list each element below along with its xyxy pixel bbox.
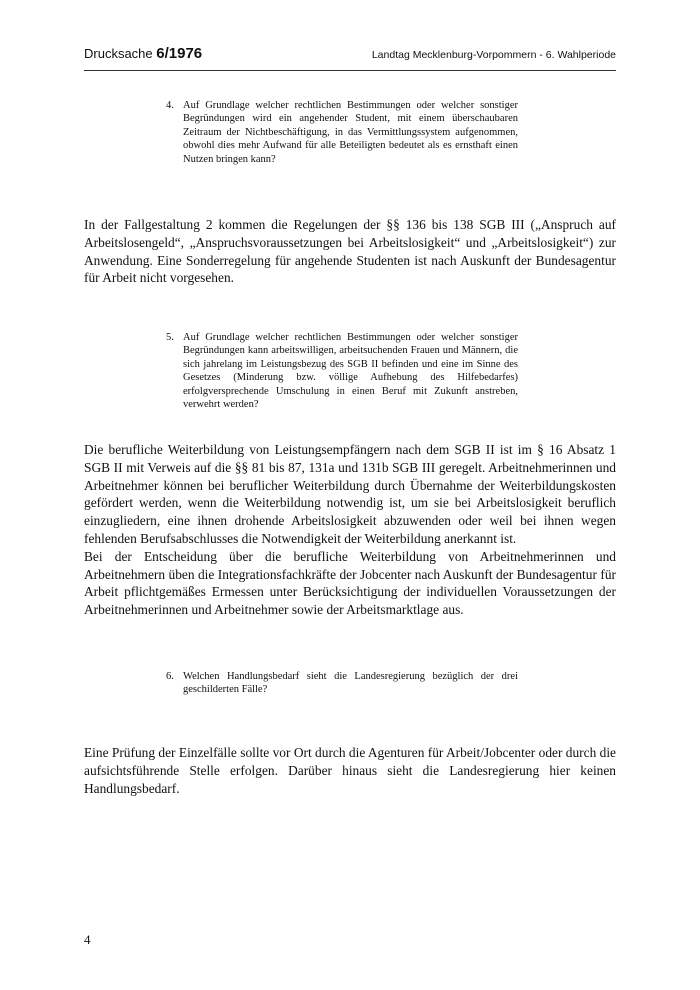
drucksache-number: 6/1976	[156, 45, 203, 62]
drucksache-label: Drucksache	[84, 46, 153, 61]
question-text: Welchen Handlungsbedarf sieht die Landesregierung bezüglich der drei geschilderten Fälle?	[183, 671, 518, 696]
answer-5	[84, 441, 616, 619]
page-number: 4	[84, 932, 91, 947]
answer-6	[84, 744, 616, 797]
answer-4	[84, 216, 616, 287]
answer-paragraph: Bei der Entscheidung über die berufliche Weiterbildung von Arbeitnehmerinnen und Arbeitnehmern üben die Integrationsfachkräfte der Jobcenter nach Auskunft der Bundesagentur für Arbeit pflichtgemäßes Ermessen unter Berücksichtigung der individuellen Voraussetzungen der Arbeitnehmerinnen und Arbeitnehmer sowie der Arbeitsmarktlage aus.	[84, 548, 616, 618]
answer-paragraph: Die berufliche Weiterbildung von Leistungsempfängern nach dem SGB II ist im § 16 Absatz 1 SGB II mit Verweis auf die §§ 81 bis 87, 131a und 131b SGB III geregelt. Arbeitnehmerinnen und Arbeitnehmer können bei beruflicher Weiterbildung durch Übernahme der Weiterbildungskosten gefördert werden, wenn die Weiterbildung notwendig ist, um sie bei Arbeitslosigkeit beruflich einzugliedern, eine ihnen drohende Arbeitslosigkeit abzuwenden oder weil bei ihnen wegen fehlenden Berufsabschlusses die Notwendigkeit der Weiterbildung anerkannt ist.	[84, 442, 616, 546]
question-number: 5.	[166, 332, 174, 343]
question-text: Auf Grundlage welcher rechtlichen Bestimmungen oder welcher sonstiger Begründungen kann arbeitswilligen, arbeitsuchenden Frauen und Männern, die sich jahrelang im Leistungsbezug des SGB II befinden und eine im Sinne des Gesetzes (Minderung bzw. völlige Aufhebung des Hilfebedarfes) erfolgversprechende Umschulung in einen Beruf mit Zukunft anstreben, verwehrt werden?	[183, 332, 518, 411]
parliament-label: Landtag Mecklenburg-Vorpommern - 6. Wahlperiode	[371, 49, 616, 61]
drucksache-reference	[84, 44, 202, 64]
question-text: Auf Grundlage welcher rechtlichen Bestimmungen oder welcher sonstiger Begründungen wird ein angehender Student, mit einem überschaubaren Zeitraum der Nichtbeschäftigung, in das Vermittlungssystem aufgenommen, obwohl dies mehr Aufwand für alle Beteiligten bedeutet als es ernsthaft einen Nutzen bringen kann?	[183, 100, 518, 165]
answer-paragraph: Eine Prüfung der Einzelfälle sollte vor Ort durch die Agenturen für Arbeit/Jobcenter oder durch die aufsichtsführende Stelle erfolgen. Darüber hinaus sieht die Landesregierung hier keinen Handlungsbedarf.	[84, 745, 616, 796]
question-number: 4.	[166, 100, 174, 111]
question-5	[166, 331, 518, 411]
question-4	[166, 99, 518, 166]
page-header	[84, 44, 616, 71]
question-6	[166, 670, 518, 697]
question-number: 6.	[166, 671, 174, 682]
answer-paragraph: In der Fallgestaltung 2 kommen die Regelungen der §§ 136 bis 138 SGB III („Anspruch auf Arbeitslosengeld“, „Anspruchsvoraussetzungen bei Arbeitslosigkeit“ und „Arbeitslosigkeit“) zur Anwendung. Eine Sonderregelung für angehende Studenten ist nach Auskunft der Bundesagentur für Arbeit nicht vorgesehen.	[84, 217, 616, 286]
